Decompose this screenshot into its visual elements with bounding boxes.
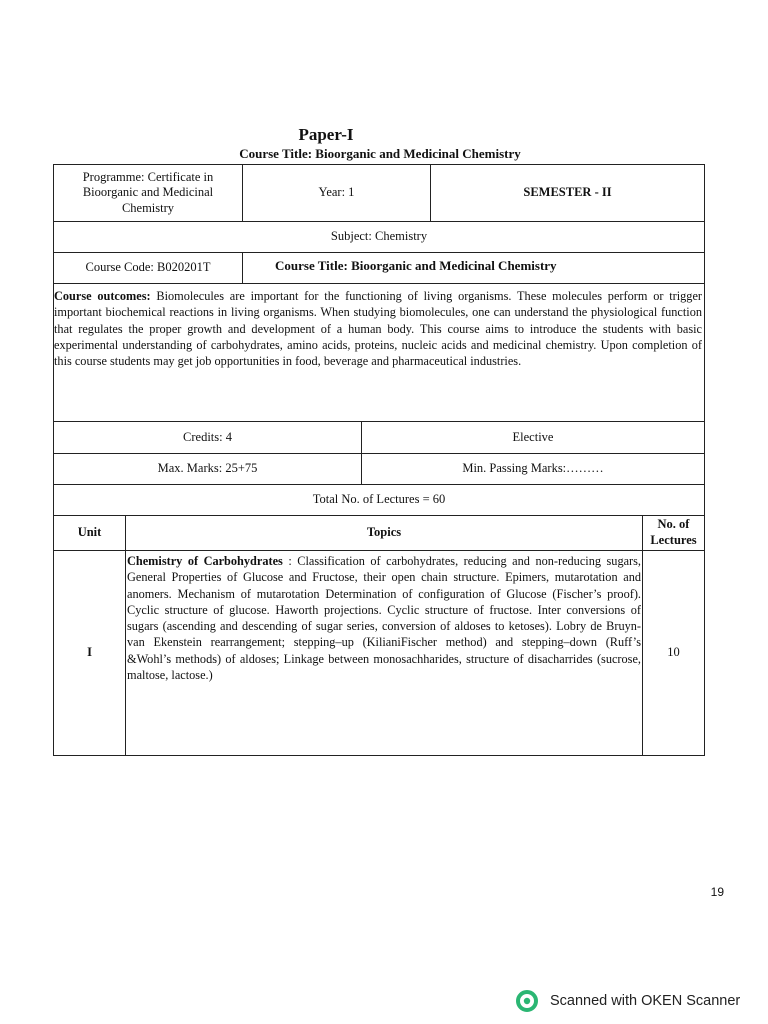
subject-text: Subject: Chemistry bbox=[330, 229, 428, 244]
course-table bbox=[53, 164, 705, 756]
course-title-cell bbox=[243, 253, 704, 283]
course-outcomes-text bbox=[54, 288, 702, 369]
subject-cell bbox=[54, 222, 704, 252]
table-row bbox=[54, 551, 704, 755]
year-cell bbox=[243, 165, 431, 221]
programme-text: Programme: Certificate in Bioorganic and Medicinal Chemistry bbox=[82, 169, 214, 215]
unit-header-cell bbox=[54, 516, 126, 550]
course-outcomes-row bbox=[54, 284, 704, 422]
unit-number: I bbox=[87, 645, 92, 660]
credits-cell bbox=[54, 422, 362, 453]
total-lectures-cell bbox=[54, 485, 704, 515]
topics-header-text: Topics bbox=[366, 525, 402, 540]
max-marks-text: Max. Marks: 25+75 bbox=[157, 461, 258, 476]
max-marks-cell bbox=[54, 454, 362, 484]
scanner-watermark bbox=[516, 990, 740, 1012]
lectures-header-text: No. of Lectures bbox=[650, 517, 697, 547]
lectures-cell bbox=[643, 551, 704, 755]
total-lectures-row bbox=[54, 485, 704, 516]
scanner-text: Scanned with OKEN Scanner bbox=[550, 993, 741, 1009]
course-outcomes-body: Biomolecules are important for the functioning of living organisms. These molecules perform or trigger important biochemical reactions in living organisms. When studying biomolecules, one can understand the physiological function that regulates the proper growth and development of a human body. This course aims to introduce the students with basic experimental understanding of carbohydrates, amino acids, proteins, nucleic acids and medicinal chemistry. Upon completion of this course students may get job opportunities in food, beverage and pharmaceutical industries. bbox=[54, 289, 702, 369]
lectures-count: 10 bbox=[667, 645, 680, 660]
marks-row bbox=[54, 454, 704, 485]
topic-body: : Classification of carbohydrates, reducing and non-reducing sugars, General Properties of Glucose and Fructose, their open chain structure. Epimers, mutarotation and anomers. Mechanism of mutarotation Determination of configuration of Glucose (Fischer’s proof). Cyclic structure of glucose. Haworth projections. Cyclic structure of fructose. Inter conversions of sugars (ascending and descending of sugar series, conversion of aldoses to ketoses). Lobry de Bruyn-van Ekenstein rearrangement; stepping–up (KilianiFischer method) and stepping–down (Ruff’s &Wohl’s methods) of aldoses; Linkage between monosachharides, structure of disacharrides (sucrose, maltose, lactose.) bbox=[127, 554, 641, 683]
year-text: Year: 1 bbox=[318, 185, 355, 200]
course-code-row bbox=[54, 253, 704, 284]
elective-cell bbox=[362, 422, 704, 453]
semester-cell bbox=[431, 165, 704, 221]
min-marks-text: Min. Passing Marks:……… bbox=[462, 461, 604, 476]
topics-cell bbox=[126, 551, 643, 755]
programme-row bbox=[54, 165, 704, 222]
course-code-cell bbox=[54, 253, 243, 283]
programme-cell bbox=[54, 165, 243, 221]
topic-description bbox=[127, 553, 641, 683]
semester-text: SEMESTER - II bbox=[523, 185, 612, 200]
topics-header-row bbox=[54, 516, 704, 551]
unit-header-text: Unit bbox=[77, 525, 102, 540]
page-number: 19 bbox=[710, 885, 724, 899]
paper-title: Paper-I bbox=[298, 125, 354, 144]
unit-cell bbox=[54, 551, 126, 755]
course-title-text: Course Title: Bioorganic and Medicinal Chemistry bbox=[275, 258, 557, 273]
oken-scanner-logo-icon bbox=[516, 990, 538, 1012]
elective-text: Elective bbox=[512, 429, 554, 444]
topic-title: Chemistry of Carbohydrates bbox=[127, 554, 283, 568]
lectures-header-cell bbox=[643, 516, 704, 550]
total-lectures-text: Total No. of Lectures = 60 bbox=[312, 492, 446, 507]
credits-text: Credits: 4 bbox=[183, 429, 232, 444]
course-code-text: Course Code: B020201T bbox=[85, 260, 211, 275]
course-title-heading: Course Title: Bioorganic and Medicinal Chemistry bbox=[239, 146, 521, 161]
subject-row bbox=[54, 222, 704, 253]
min-marks-cell bbox=[362, 454, 704, 484]
course-outcomes-label: Course outcomes: bbox=[54, 289, 151, 303]
credits-row bbox=[54, 422, 704, 454]
topics-header-cell bbox=[126, 516, 643, 550]
